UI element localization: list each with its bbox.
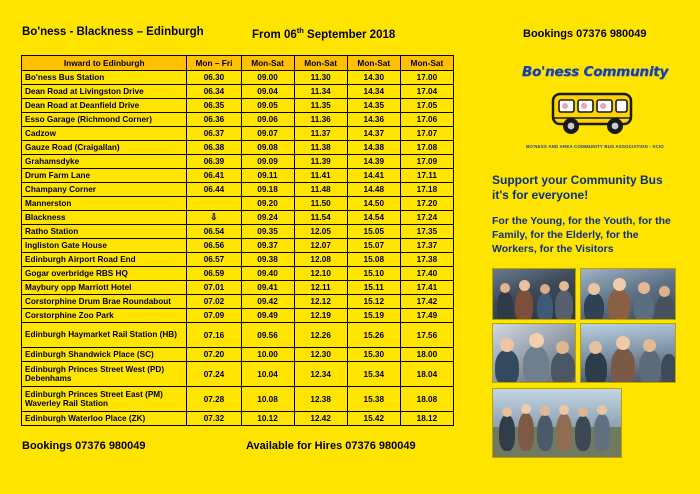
route-title: Bo'ness - Blackness – Edinburgh [22,26,204,38]
departure-time-cell: 11.34 [294,85,347,99]
departure-time-cell: 15.11 [347,281,400,295]
departure-time-cell: 11.37 [294,127,347,141]
departure-time-cell: 17.04 [400,85,453,99]
table-row [22,281,454,295]
departure-time-cell: 17.07 [400,127,453,141]
departure-time-cell: 12.07 [294,239,347,253]
table-row [22,295,454,309]
departure-time-cell: 17.37 [400,239,453,253]
table-row [22,267,454,281]
table-row [22,225,454,239]
stop-name-cell: Ingliston Gate House [22,239,187,253]
table-row [22,323,454,348]
departure-time-cell: 06.37 [187,127,241,141]
column-header-monfri: Mon – Fri [187,56,241,71]
stop-name-cell: Champany Corner [22,183,187,197]
stop-name-cell: Edinburgh Airport Road End [22,253,187,267]
departure-time-cell: 15.08 [347,253,400,267]
departure-time-cell: 09.05 [241,99,294,113]
departure-time-cell: 09.18 [241,183,294,197]
table-row [22,211,454,225]
departure-time-cell: 12.38 [294,387,347,412]
table-row [22,239,454,253]
departure-time-cell: 12.12 [294,295,347,309]
stop-name-cell: Edinburgh Princes Street West (PD) Debenhams [22,362,187,387]
departure-time-cell: 14.39 [347,155,400,169]
photo-group-outdoors [492,388,622,458]
valid-from-ordinal: th [296,26,304,35]
departure-time-cell: 06.56 [187,239,241,253]
stop-name-cell: Edinburgh Haymarket Rail Station (HB) [22,323,187,348]
departure-time-cell: 07.32 [187,412,241,426]
table-row [22,113,454,127]
table-row [22,169,454,183]
departure-time-cell: 09.38 [241,253,294,267]
table-row [22,127,454,141]
stop-name-cell: Bo'ness Bus Station [22,71,187,85]
departure-time-cell: 11.50 [294,197,347,211]
timetable [21,55,454,426]
table-row [22,253,454,267]
departure-time-cell: 07.02 [187,295,241,309]
departure-time-cell: 17.18 [400,183,453,197]
valid-from-suffix: September 2018 [303,28,396,41]
departure-time-cell: 09.56 [241,323,294,348]
departure-time-cell: 10.00 [241,348,294,362]
departure-time-cell: 09.24 [241,211,294,225]
departure-time-cell: 12.19 [294,309,347,323]
departure-time-cell: 09.09 [241,155,294,169]
departure-time-cell: 09.37 [241,239,294,253]
departure-time-cell: 11.38 [294,141,347,155]
column-header-monsat-3: Mon-Sat [347,56,400,71]
departure-time-cell: 12.11 [294,281,347,295]
departure-time-cell: 14.30 [347,71,400,85]
table-row [22,309,454,323]
departure-time-cell: 06.34 [187,85,241,99]
bus-icon [547,86,643,142]
stop-name-cell: Drum Farm Lane [22,169,187,183]
departure-time-cell: 11.54 [294,211,347,225]
departure-time-cell: 14.54 [347,211,400,225]
departure-time-cell: 11.36 [294,113,347,127]
stop-name-cell: Dean Road at Livingston Drive [22,85,187,99]
departure-time-cell: 17.41 [400,281,453,295]
departure-time-cell: 17.35 [400,225,453,239]
departure-time-cell: 11.35 [294,99,347,113]
departure-time-cell: 06.54 [187,225,241,239]
stop-name-cell: Gauze Road (Craigallan) [22,141,187,155]
header-bookings-phone: Bookings 07376 980049 [523,28,647,40]
departure-time-cell: 17.38 [400,253,453,267]
departure-time-cell: 06.44 [187,183,241,197]
departure-time-cell: 09.41 [241,281,294,295]
departure-time-cell [187,211,241,225]
photo-passengers-on-bus [580,268,676,320]
departure-time-cell: 06.35 [187,99,241,113]
stop-name-cell: Dean Road at Deanfield Drive [22,99,187,113]
departure-time-cell: 14.48 [347,183,400,197]
departure-time-cell: 17.20 [400,197,453,211]
departure-time-cell: 15.12 [347,295,400,309]
departure-time-cell: 17.11 [400,169,453,183]
departure-time-cell: 09.06 [241,113,294,127]
table-row [22,99,454,113]
valid-from-prefix: From 06 [252,28,297,41]
departure-time-cell: 17.42 [400,295,453,309]
departure-time-cell: 17.08 [400,141,453,155]
table-row [22,197,454,211]
stop-name-cell: Cadzow [22,127,187,141]
departure-time-cell: 18.00 [400,348,453,362]
stop-name-cell: Gogar overbridge RBS HQ [22,267,187,281]
departure-time-cell: 07.24 [187,362,241,387]
departure-time-cell: 15.07 [347,239,400,253]
column-header-stop: Inward to Edinburgh [22,56,187,71]
departure-time-cell: 12.42 [294,412,347,426]
photo-driver-and-passenger [492,323,576,383]
photo-group-boarding-bus [492,268,576,320]
departure-time-cell: 09.07 [241,127,294,141]
table-row [22,141,454,155]
departure-time-cell: 15.30 [347,348,400,362]
departure-time-cell: 09.04 [241,85,294,99]
departure-time-cell [187,197,241,211]
departure-time-cell: 09.49 [241,309,294,323]
logo-title: Bo'ness Community [521,64,669,80]
departure-time-cell: 14.37 [347,127,400,141]
departure-time-cell: 10.08 [241,387,294,412]
column-header-monsat-4: Mon-Sat [400,56,453,71]
departure-time-cell: 12.10 [294,267,347,281]
stop-name-cell: Corstorphine Zoo Park [22,309,187,323]
timetable-body [22,71,454,426]
departure-time-cell: 11.30 [294,71,347,85]
departure-time-cell: 06.57 [187,253,241,267]
stop-name-cell: Maybury opp Marriott Hotel [22,281,187,295]
departure-time-cell: 15.26 [347,323,400,348]
departure-time-cell: 09.42 [241,295,294,309]
departure-time-cell: 14.41 [347,169,400,183]
departure-time-cell: 09.40 [241,267,294,281]
departure-time-cell: 14.50 [347,197,400,211]
support-body-text: For the Young, for the Youth, for the Family, for the Elderly, for the Workers, for the Visitors [492,215,671,256]
departure-time-cell: 07.09 [187,309,241,323]
departure-time-cell: 10.12 [241,412,294,426]
departure-time-cell: 17.49 [400,309,453,323]
departure-time-cell: 18.12 [400,412,453,426]
departure-time-cell: 17.09 [400,155,453,169]
departure-time-cell: 07.16 [187,323,241,348]
valid-from-date [252,26,395,41]
departure-time-cell: 12.30 [294,348,347,362]
departure-time-cell: 14.35 [347,99,400,113]
departure-time-cell: 06.41 [187,169,241,183]
table-row [22,155,454,169]
stop-name-cell: Grahamsdyke [22,155,187,169]
departure-time-cell: 06.38 [187,141,241,155]
departure-time-cell: 12.08 [294,253,347,267]
departure-time-cell: 07.01 [187,281,241,295]
departure-time-cell: 14.36 [347,113,400,127]
stop-name-cell: Edinburgh Waterloo Place (ZK) [22,412,187,426]
departure-time-cell: 17.24 [400,211,453,225]
header [0,26,700,48]
footer-bookings-phone: Bookings 07376 980049 [22,440,146,452]
community-bus-logo [519,58,671,160]
table-row [22,412,454,426]
departure-time-cell: 06.36 [187,113,241,127]
stop-name-cell: Corstorphine Drum Brae Roundabout [22,295,187,309]
down-arrow-icon: ⇩ [210,212,218,222]
logo-association-name: BO'NESS AND AREA COMMUNITY BUS ASSOCIATION - SCIO [526,144,664,149]
column-header-monsat-2: Mon-Sat [294,56,347,71]
column-header-monsat-1: Mon-Sat [241,56,294,71]
departure-time-cell: 17.00 [400,71,453,85]
departure-time-cell: 17.40 [400,267,453,281]
table-row [22,71,454,85]
departure-time-cell: 14.34 [347,85,400,99]
departure-time-cell: 11.41 [294,169,347,183]
departure-time-cell: 09.11 [241,169,294,183]
table-row [22,85,454,99]
departure-time-cell: 17.56 [400,323,453,348]
departure-time-cell: 18.08 [400,387,453,412]
stop-name-cell: Edinburgh Shandwick Place (SC) [22,348,187,362]
departure-time-cell: 10.04 [241,362,294,387]
table-row [22,348,454,362]
departure-time-cell: 12.05 [294,225,347,239]
departure-time-cell: 15.05 [347,225,400,239]
departure-time-cell: 09.20 [241,197,294,211]
departure-time-cell: 09.00 [241,71,294,85]
departure-time-cell: 15.38 [347,387,400,412]
stop-name-cell: Mannerston [22,197,187,211]
support-heading: Support your Community Bus it's for everyone! [492,173,663,203]
stop-name-cell: Esso Garage (Richmond Corner) [22,113,187,127]
departure-time-cell: 11.39 [294,155,347,169]
timetable-header [22,56,454,71]
departure-time-cell: 17.06 [400,113,453,127]
stop-name-cell: Blackness [22,211,187,225]
departure-time-cell: 15.10 [347,267,400,281]
footer-hires-phone: Available for Hires 07376 980049 [246,440,416,452]
departure-time-cell: 15.19 [347,309,400,323]
timetable-header-row [22,56,454,71]
departure-time-cell: 09.35 [241,225,294,239]
table-row [22,183,454,197]
stop-name-cell: Edinburgh Princes Street East (PM) Waverley Rail Station [22,387,187,412]
departure-time-cell: 15.34 [347,362,400,387]
departure-time-cell: 12.26 [294,323,347,348]
photo-seated-passengers [580,323,676,383]
departure-time-cell: 09.08 [241,141,294,155]
departure-time-cell: 12.34 [294,362,347,387]
departure-time-cell: 07.28 [187,387,241,412]
departure-time-cell: 14.38 [347,141,400,155]
departure-time-cell: 18.04 [400,362,453,387]
departure-time-cell: 11.48 [294,183,347,197]
table-row [22,387,454,412]
stop-name-cell: Ratho Station [22,225,187,239]
departure-time-cell: 06.30 [187,71,241,85]
departure-time-cell: 17.05 [400,99,453,113]
departure-time-cell: 07.20 [187,348,241,362]
table-row [22,362,454,387]
departure-time-cell: 06.59 [187,267,241,281]
departure-time-cell: 15.42 [347,412,400,426]
departure-time-cell: 06.39 [187,155,241,169]
